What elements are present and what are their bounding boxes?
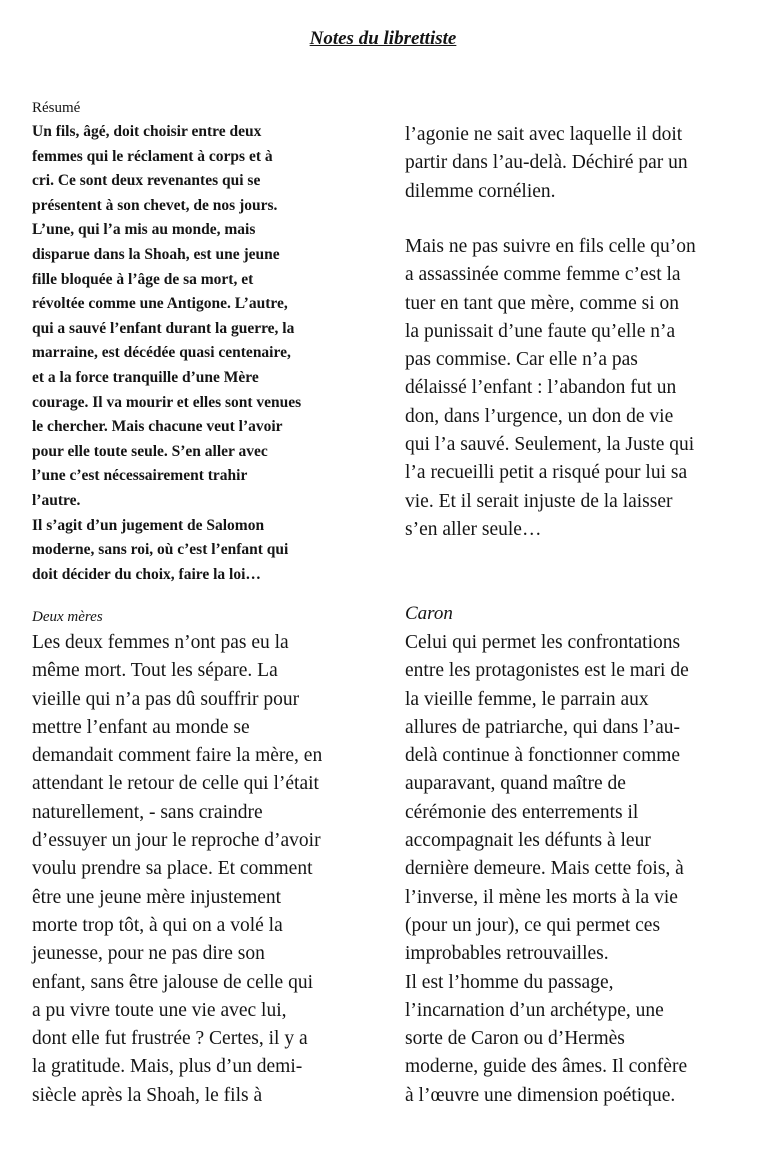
text-line: l’autre. xyxy=(32,491,81,509)
text-line: à l’œuvre une dimension poétique. xyxy=(405,1084,676,1106)
text-line: sorte de Caron ou d’Hermès xyxy=(405,1028,625,1050)
text-line: tuer en tant que mère, comme si on xyxy=(405,292,679,314)
text-line: femmes qui le réclament à corps et à xyxy=(32,147,273,165)
text-line: l’incarnation d’un archétype, une xyxy=(405,999,664,1021)
text-line: auparavant, quand maître de xyxy=(405,773,626,795)
continuation-para-1 xyxy=(405,121,745,206)
text-line: la gratitude. Mais, plus d’un demi- xyxy=(32,1056,303,1078)
text-line: (pour un jour), ce qui permet ces xyxy=(405,914,661,936)
text-line: même mort. Tout les sépare. La xyxy=(32,660,278,682)
text-line: allures de patriarche, qui dans l’au- xyxy=(405,716,681,738)
text-line: Les deux femmes n’ont pas eu la xyxy=(32,632,289,653)
text-line: voulu prendre sa place. Et comment xyxy=(32,858,313,880)
resume-heading: Résumé xyxy=(32,100,81,116)
resume-section xyxy=(32,99,372,117)
text-line: siècle après la Shoah, le fils à xyxy=(32,1084,263,1106)
text-line: L’une, qui l’a mis au monde, mais xyxy=(32,221,256,239)
text-line: le chercher. Mais chacune veut l’avoir xyxy=(32,418,283,436)
text-line: l’une c’est nécessairement trahir xyxy=(32,467,248,485)
text-line: la vieille femme, le parrain aux xyxy=(405,688,649,710)
text-line: l’a recueilli petit a risqué pour lui sa xyxy=(405,462,688,484)
text-line: dernière demeure. Mais cette fois, à xyxy=(405,858,684,880)
text-line: dont elle fut frustrée ? Certes, il y a xyxy=(32,1028,308,1050)
text-line: d’essuyer un jour le reproche d’avoir xyxy=(32,830,321,852)
text-line: moderne, guide des âmes. Il confère xyxy=(405,1056,688,1078)
text-line: demandait comment faire la mère, en xyxy=(32,745,323,767)
text-line: Il s’agit d’un jugement de Salomon xyxy=(32,516,265,534)
text-line: et a la force tranquille d’une Mère xyxy=(32,368,259,386)
text-line: présentent à son chevet, de nos jours. xyxy=(32,196,278,214)
text-line: morte trop tôt, à qui on a volé la xyxy=(32,914,283,936)
caron-heading: Caron xyxy=(405,603,453,624)
text-line: improbables retrouvailles. xyxy=(405,943,609,965)
text-line: courage. Il va mourir et elles sont venues xyxy=(32,393,302,411)
text-line: Mais ne pas suivre en fils celle qu’on xyxy=(405,236,696,257)
page-title: Notes du librettiste xyxy=(309,28,457,49)
text-line: vieille qui n’a pas dû souffrir pour xyxy=(32,688,300,710)
text-line: delà continue à fonctionner comme xyxy=(405,745,681,767)
text-line: Il est l’homme du passage, xyxy=(405,971,614,993)
text-line: partir dans l’au-delà. Déchiré par un xyxy=(405,152,688,174)
text-line: marraine, est décédée quasi centenaire, xyxy=(32,344,291,362)
text-line: être une jeune mère injustement xyxy=(32,886,282,908)
text-line: naturellement, - sans craindre xyxy=(32,801,263,823)
text-line: délaissé l’enfant : l’abandon fut un xyxy=(405,377,677,399)
text-line: attendant le retour de celle qui l’était xyxy=(32,773,319,795)
deux-meres-body xyxy=(32,629,372,1110)
text-line: don, dans l’urgence, un don de vie xyxy=(405,405,674,427)
text-line: doit décider du choix, faire la loi… xyxy=(32,565,261,583)
text-line: enfant, sans être jalouse de celle qui xyxy=(32,971,314,993)
continuation-para-2 xyxy=(405,233,745,544)
text-line: Celui qui permet les confrontations xyxy=(405,632,681,653)
text-line: accompagnait les défunts à leur xyxy=(405,830,651,852)
text-line: cérémonie des enterrements il xyxy=(405,801,639,823)
text-line: qui a sauvé l’enfant durant la guerre, la xyxy=(32,319,295,337)
resume-body xyxy=(32,120,372,587)
text-line: fille bloquée à l’âge de sa mort, et xyxy=(32,270,254,288)
text-line: a pu vivre toute une vie avec lui, xyxy=(32,999,287,1021)
caron-body xyxy=(405,629,745,1110)
deux-meres-heading: Deux mères xyxy=(32,609,103,625)
text-line: qui l’a sauvé. Seulement, la Juste qui xyxy=(405,434,695,456)
text-line: disparue dans la Shoah, est une jeune xyxy=(32,245,280,263)
deux-meres-heading-wrap xyxy=(32,608,372,626)
text-line: a assassinée comme femme c’est la xyxy=(405,264,681,286)
text-line: pour elle toute seule. S’en aller avec xyxy=(32,442,268,460)
text-line: la punissait d’une faute qu’elle n’a xyxy=(405,320,676,342)
text-line: mettre l’enfant au monde se xyxy=(32,716,250,738)
text-line: vie. Et il serait injuste de la laisser xyxy=(405,490,673,512)
text-line: révoltée comme une Antigone. L’autre, xyxy=(32,295,288,313)
text-line: l’agonie ne sait avec laquelle il doit xyxy=(405,124,683,145)
text-line: cri. Ce sont deux revenantes qui se xyxy=(32,172,261,190)
text-line: s’en aller seule… xyxy=(405,518,542,540)
caron-heading-wrap xyxy=(405,604,745,624)
text-line: pas commise. Car elle n’a pas xyxy=(405,349,638,371)
text-line: Un fils, âgé, doit choisir entre deux xyxy=(32,123,262,140)
text-line: moderne, sans roi, où c’est l’enfant qui xyxy=(32,541,289,559)
text-line: l’inverse, il mène les morts à la vie xyxy=(405,886,678,908)
text-line: entre les protagonistes est le mari de xyxy=(405,660,689,682)
text-line: dilemme cornélien. xyxy=(405,180,556,202)
text-line: jeunesse, pour ne pas dire son xyxy=(32,943,265,965)
